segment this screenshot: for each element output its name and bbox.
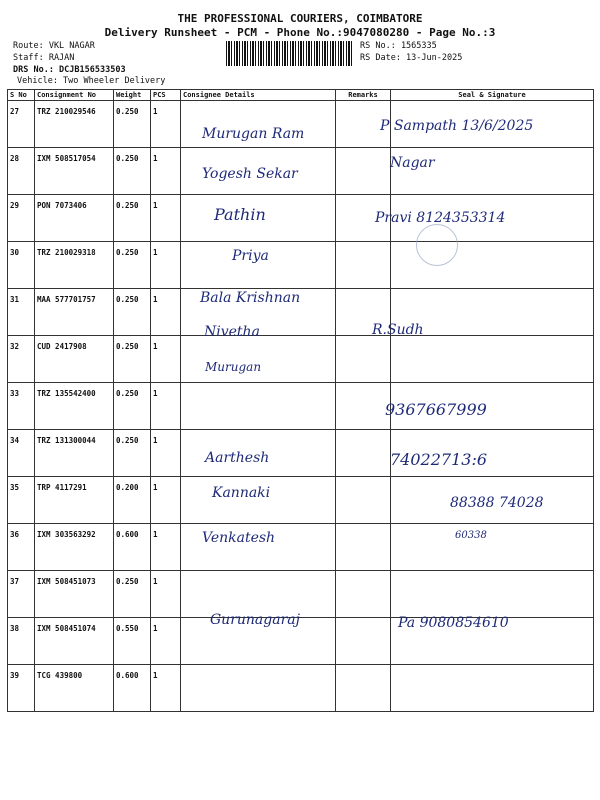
col-remarks: Remarks xyxy=(336,90,391,101)
cell-remarks xyxy=(336,383,391,430)
cell-sno: 31 xyxy=(8,289,35,336)
handwritten-signature: R.Sudh xyxy=(372,322,424,338)
cell-consignee xyxy=(181,383,336,430)
cell-weight: 0.250 xyxy=(114,195,151,242)
cell-pcs: 1 xyxy=(151,195,181,242)
cell-remarks xyxy=(336,665,391,712)
cell-consignment-no: PON 7073406 xyxy=(35,195,114,242)
cell-consignee xyxy=(181,665,336,712)
cell-remarks xyxy=(336,148,391,195)
cell-sno: 33 xyxy=(8,383,35,430)
cell-pcs: 1 xyxy=(151,430,181,477)
cell-weight: 0.250 xyxy=(114,571,151,618)
handwritten-name: Murugan xyxy=(205,360,262,374)
table-row xyxy=(8,665,594,712)
cell-consignment-no: TRZ 131300044 xyxy=(35,430,114,477)
cell-weight: 0.200 xyxy=(114,477,151,524)
cell-sno: 30 xyxy=(8,242,35,289)
cell-pcs: 1 xyxy=(151,289,181,336)
handwritten-signature: P Sampath 13/6/2025 xyxy=(380,118,534,134)
cell-remarks xyxy=(336,477,391,524)
route-label: Route: VKL NAGAR xyxy=(13,41,95,51)
barcode xyxy=(226,41,352,66)
handwritten-signature: Pa 9080854610 xyxy=(398,615,509,631)
cell-pcs: 1 xyxy=(151,101,181,148)
cell-sno: 29 xyxy=(8,195,35,242)
table-row xyxy=(8,571,594,618)
handwritten-signature: Nagar xyxy=(390,155,435,171)
table-row xyxy=(8,195,594,242)
cell-sno: 35 xyxy=(8,477,35,524)
drs-number: DRS No.: DCJB156533503 xyxy=(13,65,126,75)
cell-weight: 0.250 xyxy=(114,289,151,336)
cell-sno: 39 xyxy=(8,665,35,712)
cell-pcs: 1 xyxy=(151,242,181,289)
cell-weight: 0.250 xyxy=(114,242,151,289)
staff-label: Staff: RAJAN xyxy=(13,53,75,63)
cell-consignment-no: MAA 577701757 xyxy=(35,289,114,336)
handwritten-name: Pathin xyxy=(214,205,266,224)
cell-consignee xyxy=(181,336,336,383)
cell-consignment-no: IXM 508451074 xyxy=(35,618,114,665)
col-pcs: PCS xyxy=(151,90,181,101)
cell-pcs: 1 xyxy=(151,336,181,383)
cell-consignment-no: TRP 4117291 xyxy=(35,477,114,524)
cell-remarks xyxy=(336,571,391,618)
company-title: THE PROFESSIONAL COURIERS, COIMBATORE xyxy=(177,12,423,25)
cell-weight: 0.250 xyxy=(114,148,151,195)
cell-pcs: 1 xyxy=(151,618,181,665)
cell-consignment-no: TRZ 210029318 xyxy=(35,242,114,289)
cell-weight: 0.250 xyxy=(114,383,151,430)
table-header-row xyxy=(8,90,594,101)
col-weight: Weight xyxy=(114,90,151,101)
handwritten-signature: 74022713:6 xyxy=(390,450,488,469)
vehicle-label: Vehicle: Two Wheeler Delivery xyxy=(17,76,166,86)
cell-consignment-no: IXM 508451073 xyxy=(35,571,114,618)
handwritten-signature: 88388 74028 xyxy=(450,495,544,511)
table-row xyxy=(8,148,594,195)
cell-weight: 0.250 xyxy=(114,430,151,477)
cell-consignment-no: IXM 303563292 xyxy=(35,524,114,571)
col-consignee: Consignee Details xyxy=(181,90,336,101)
cell-pcs: 1 xyxy=(151,477,181,524)
cell-weight: 0.600 xyxy=(114,665,151,712)
cell-remarks xyxy=(336,242,391,289)
rs-number: RS No.: 1565335 xyxy=(360,41,437,51)
cell-sno: 28 xyxy=(8,148,35,195)
cell-consignment-no: TRZ 135542400 xyxy=(35,383,114,430)
cell-weight: 0.250 xyxy=(114,336,151,383)
table-row xyxy=(8,289,594,336)
handwritten-name: Bala Krishnan xyxy=(200,290,301,306)
cell-sno: 36 xyxy=(8,524,35,571)
cell-pcs: 1 xyxy=(151,383,181,430)
handwritten-signature: 60338 xyxy=(455,530,487,541)
handwritten-name: Venkatesh xyxy=(202,530,276,546)
cell-pcs: 1 xyxy=(151,524,181,571)
cell-signature xyxy=(391,665,594,712)
cell-sno: 32 xyxy=(8,336,35,383)
col-consignment: Consignment No xyxy=(35,90,114,101)
handwritten-signature: Pravi 8124353314 xyxy=(375,210,506,226)
handwritten-name: Murugan Ram xyxy=(202,126,305,142)
table-row xyxy=(8,524,594,571)
cell-remarks xyxy=(336,618,391,665)
table-row xyxy=(8,242,594,289)
handwritten-name: Priya xyxy=(232,248,269,264)
sheet-subtitle: Delivery Runsheet - PCM - Phone No.:9047080280 - Page No.:3 xyxy=(104,26,496,39)
cell-remarks xyxy=(336,336,391,383)
rs-date: RS Date: 13-Jun-2025 xyxy=(360,53,463,63)
cell-sno: 34 xyxy=(8,430,35,477)
handwritten-name: Gurunagaraj xyxy=(210,612,300,628)
table-row xyxy=(8,383,594,430)
cell-remarks xyxy=(336,524,391,571)
cell-pcs: 1 xyxy=(151,571,181,618)
cell-sno: 37 xyxy=(8,571,35,618)
cell-consignee xyxy=(181,571,336,618)
cell-remarks xyxy=(336,430,391,477)
cell-signature xyxy=(391,524,594,571)
cell-sno: 27 xyxy=(8,101,35,148)
cell-consignment-no: TRZ 210029546 xyxy=(35,101,114,148)
cell-consignment-no: TCG 439800 xyxy=(35,665,114,712)
handwritten-name: Kannaki xyxy=(212,485,271,501)
table-row xyxy=(8,430,594,477)
seal-stamp-icon xyxy=(416,224,458,266)
col-sno: S No xyxy=(8,90,35,101)
cell-consignment-no: IXM 508517054 xyxy=(35,148,114,195)
handwritten-name: Aarthesh xyxy=(205,450,270,466)
cell-pcs: 1 xyxy=(151,148,181,195)
handwritten-name: Nivetha xyxy=(204,324,260,340)
cell-weight: 0.250 xyxy=(114,101,151,148)
col-signature: Seal & Signature xyxy=(391,90,594,101)
handwritten-signature: 9367667999 xyxy=(385,400,487,419)
cell-signature xyxy=(391,571,594,618)
cell-pcs: 1 xyxy=(151,665,181,712)
cell-signature xyxy=(391,336,594,383)
cell-consignment-no: CUD 2417908 xyxy=(35,336,114,383)
cell-weight: 0.600 xyxy=(114,524,151,571)
handwritten-name: Yogesh Sekar xyxy=(202,166,298,182)
cell-weight: 0.550 xyxy=(114,618,151,665)
cell-sno: 38 xyxy=(8,618,35,665)
table-row xyxy=(8,336,594,383)
